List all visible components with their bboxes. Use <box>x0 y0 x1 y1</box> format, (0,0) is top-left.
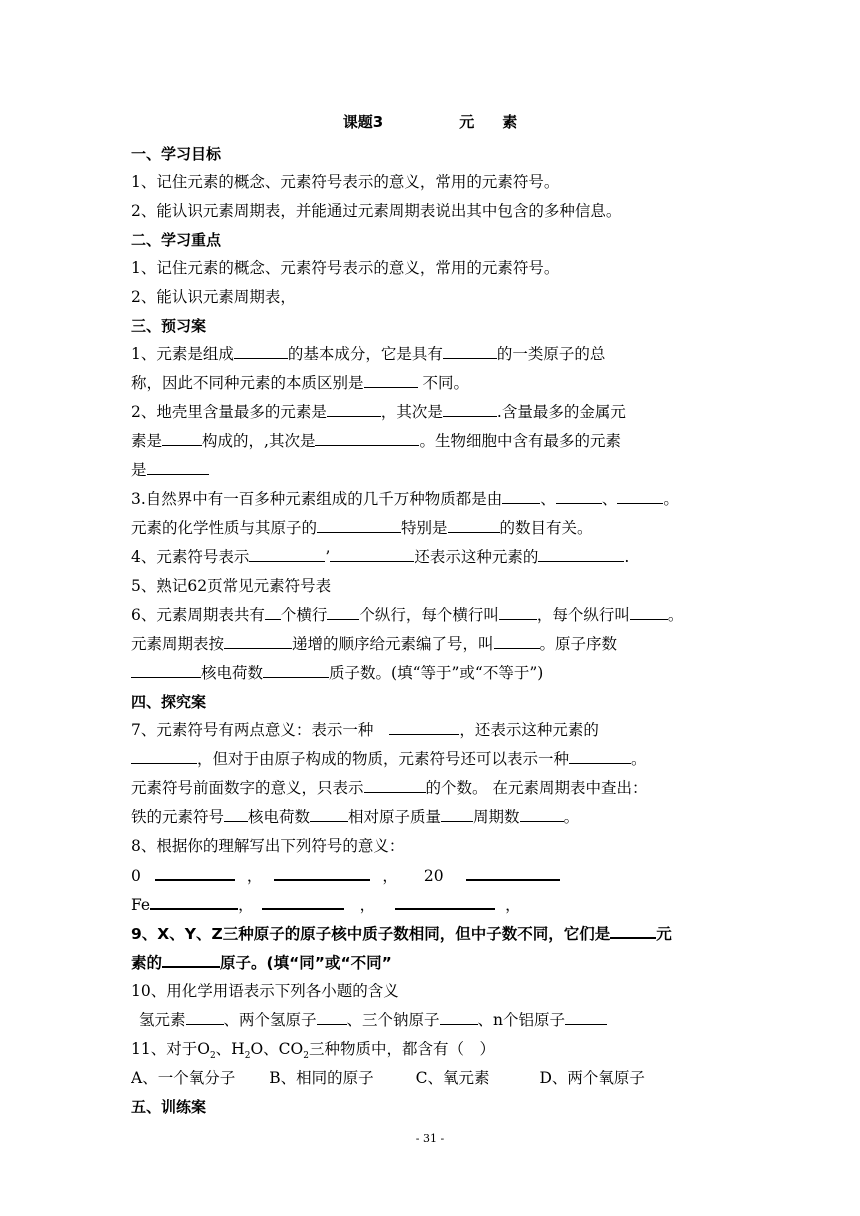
question-11: 11、对于$O_2$、$H_2O$、$CO_2$三种物质中，都含有（ ） <box>131 1040 495 1062</box>
fill-blank[interactable] <box>330 543 414 562</box>
section-heading-training: 五、训练案 <box>131 1098 207 1116</box>
fill-blank[interactable] <box>327 398 381 417</box>
page-title <box>0 111 860 132</box>
fill-blank[interactable] <box>538 543 624 562</box>
fill-blank[interactable] <box>263 659 329 678</box>
fill-blank[interactable] <box>274 861 370 881</box>
fill-blank[interactable] <box>224 630 292 649</box>
question-11-options <box>131 1064 733 1093</box>
fill-blank[interactable] <box>315 427 419 446</box>
title-lesson: 课题3 <box>342 113 384 131</box>
question-2-line-1: 2、地壳里含量最多的元素是 ，其次是 .含量最多的金属元 <box>131 398 733 427</box>
focus-2: 2、能认识元素周期表， <box>131 288 296 306</box>
goal-1: 1、记住元素的概念、元素符号表示的意义，常用的元素符号。 <box>131 173 560 191</box>
fill-blank[interactable] <box>150 890 238 910</box>
question-8: 8、根据你的理解写出下列符号的意义： <box>131 837 405 855</box>
fill-blank[interactable] <box>317 514 401 533</box>
fill-blank[interactable] <box>617 485 663 504</box>
section-heading-focus: 二、学习重点 <box>131 231 222 249</box>
fill-blank[interactable] <box>610 919 656 939</box>
fill-blank[interactable] <box>448 514 500 533</box>
section-heading-goals: 一、学习目标 <box>131 145 222 163</box>
fill-blank[interactable] <box>262 890 344 910</box>
fill-blank[interactable] <box>131 659 201 678</box>
option-a[interactable]: A、一个氧分子 <box>131 1069 236 1087</box>
fill-blank[interactable] <box>162 948 220 968</box>
focus-1: 1、记住元素的概念、元素符号表示的意义，常用的元素符号。 <box>131 259 560 277</box>
option-b[interactable]: B、相同的原子 <box>269 1069 374 1087</box>
fill-blank[interactable] <box>364 774 426 793</box>
fill-blank[interactable] <box>147 456 209 475</box>
fill-blank[interactable] <box>186 1006 224 1025</box>
question-7-line-2: ，但对于由原子构成的物质，元素符号还可以表示一种 。 <box>131 745 733 774</box>
question-8-row-2: Fe ， ， ， <box>131 890 733 919</box>
fill-blank[interactable] <box>395 890 495 910</box>
question-1-line-2: 称，因此不同种元素的本质区别是 不同。 <box>131 369 733 398</box>
fill-blank[interactable] <box>155 861 235 881</box>
question-7-line-4: 铁的元素符号 核电荷数 相对原子质量 周期数 。 <box>131 803 733 832</box>
fill-blank[interactable] <box>234 340 288 359</box>
title-char-2: 素 <box>502 113 518 131</box>
page-number: - 31 - <box>415 1132 445 1145</box>
question-7-line-3: 元素符号前面数字的意义，只表示 的个数。 在元素周期表中查出： <box>131 774 733 803</box>
question-6-line-1: 6、元素周期表共有 个横行 个纵行，每个横行叫 ，每个纵行叫 。 <box>131 601 733 630</box>
fill-blank[interactable] <box>317 1006 347 1025</box>
fill-blank[interactable] <box>441 803 473 822</box>
section-heading-preview: 三、预习案 <box>131 317 207 335</box>
fill-blank[interactable] <box>389 716 459 735</box>
fill-blank[interactable] <box>265 601 281 620</box>
goal-2: 2、能认识元素周期表，并能通过元素周期表说出其中包含的多种信息。 <box>131 202 622 220</box>
fill-blank[interactable] <box>556 485 602 504</box>
fill-blank[interactable] <box>224 803 248 822</box>
question-1-line-1: 1、元素是组成 的基本成分，它是具有 的一类原子的总 <box>131 340 733 369</box>
fill-blank[interactable] <box>520 803 564 822</box>
question-10-items: 氢元素 、两个氢原子 、三个钠原子 、n个铝原子 <box>131 1006 733 1035</box>
fill-blank[interactable] <box>494 630 540 649</box>
question-3-line-2: 元素的化学性质与其原子的 特别是 的数目有关。 <box>131 514 733 543</box>
fill-blank[interactable] <box>443 398 497 417</box>
question-2-line-2: 素是 构成的，,其次是 。生物细胞中含有最多的元素 <box>131 427 733 456</box>
question-6-line-3: 核电荷数 质子数。(填“等于”或“不等于”) <box>131 659 733 688</box>
fill-blank[interactable] <box>162 427 202 446</box>
question-3-line-1: 3.自然界中有一百多种元素组成的几千万种物质都是由 、 、 。 <box>131 485 733 514</box>
fill-blank[interactable] <box>499 601 537 620</box>
question-2-line-3: 是 <box>131 456 733 485</box>
question-7-line-1: 7、元素符号有两点意义：表示一种 ，还表示这种元素的 <box>131 716 733 745</box>
question-4: 4、元素符号表示 ’ 还表示这种元素的 . <box>131 543 733 572</box>
question-9-line-1: 9、X、Y、Z三种原子的原子核中质子数相同，但中子数不同，它们是 元 <box>131 919 733 948</box>
fill-blank[interactable] <box>466 861 560 881</box>
question-5: 5、熟记62页常见元素符号表 <box>131 577 332 595</box>
fill-blank[interactable] <box>630 601 668 620</box>
fill-blank[interactable] <box>131 745 197 764</box>
fill-blank[interactable] <box>569 745 631 764</box>
document-body <box>131 140 733 1121</box>
question-6-line-2: 元素周期表按 递增的顺序给元素编了号，叫 。原子序数 <box>131 630 733 659</box>
option-d[interactable]: D、两个氧原子 <box>539 1069 645 1087</box>
option-c[interactable]: C、氧元素 <box>415 1069 490 1087</box>
fill-blank[interactable] <box>327 601 359 620</box>
section-heading-explore: 四、探究案 <box>131 693 207 711</box>
title-char-1: 元 <box>459 113 475 131</box>
fill-blank[interactable] <box>364 369 418 388</box>
question-8-row-1: 0 ， ， 20 <box>131 861 733 890</box>
fill-blank[interactable] <box>565 1006 607 1025</box>
question-9-line-2: 素的 原子。(填“同”或“不同” <box>131 948 733 977</box>
fill-blank[interactable] <box>443 340 497 359</box>
fill-blank[interactable] <box>249 543 325 562</box>
fill-blank[interactable] <box>502 485 540 504</box>
question-10: 10、用化学用语表示下列各小题的含义 <box>131 982 399 1000</box>
fill-blank[interactable] <box>440 1006 478 1025</box>
fill-blank[interactable] <box>310 803 348 822</box>
